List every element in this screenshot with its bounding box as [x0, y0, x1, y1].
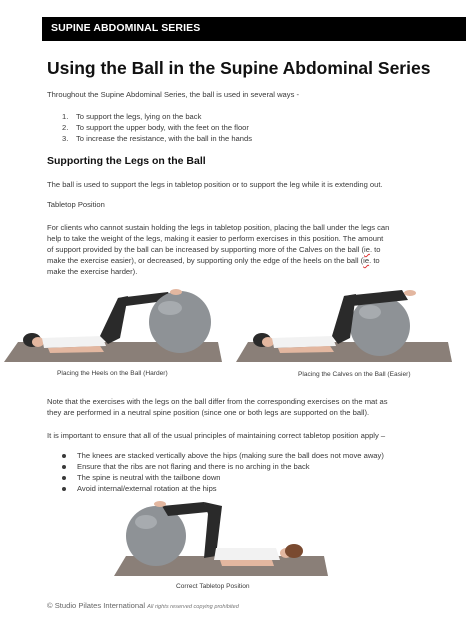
- list-item: 3. To increase the resistance, with the ball in the hands: [62, 134, 253, 143]
- section-paragraph: The ball is used to support the legs in tabletop position or to support the leg while it is extending out.: [47, 180, 383, 189]
- subheading: Tabletop Position: [47, 200, 105, 209]
- rights-text: All rights reserved copying prohibited: [147, 604, 239, 610]
- list-item: The spine is neutral with the tailbone down: [62, 472, 384, 483]
- tabletop-paragraph: For clients who cannot sustain holding the legs in tabletop position, placing the ball under the legs can help to take the weight of the legs, making it easier to perform exercises in this position. The amount of support provided by the ball can be increased by supporting more of the Calves on the ball (ie. to make the exercise easier), or decreased, by supporting only the edge of the heels on the ball (ie. to make the exercise harder).: [47, 223, 390, 276]
- heels-on-ball-photo: [0, 282, 230, 368]
- calves-on-ball-photo: [232, 282, 456, 368]
- correct-tabletop-photo: [112, 492, 336, 580]
- note-paragraph: Note that the exercises with the legs on the ball differ from the corresponding exercises on the mat as they are performed in a neutral spine position (since one or both legs are supported on the ball).: [47, 397, 388, 417]
- principles-intro: It is important to ensure that all of the usual principles of maintaining correct tabletop position apply –: [47, 431, 386, 440]
- copyright-text: © Studio Pilates International: [47, 601, 146, 610]
- intro-text: Throughout the Supine Abdominal Series, the ball is used in several ways -: [47, 90, 300, 99]
- header-bar: [42, 17, 466, 41]
- caption-correct: Correct Tabletop Position: [176, 583, 250, 590]
- section-heading: Supporting the Legs on the Ball: [47, 155, 206, 167]
- caption-calves: Placing the Calves on the Ball (Easier): [298, 371, 411, 378]
- caption-heels: Placing the Heels on the Ball (Harder): [57, 370, 168, 377]
- principles-list: [62, 450, 384, 494]
- footer: [47, 601, 239, 610]
- header-title: SUPINE ABDOMINAL SERIES: [51, 22, 201, 34]
- page-title: Using the Ball in the Supine Abdominal Series: [47, 58, 431, 78]
- list-item: Ensure that the ribs are not flaring and there is no arching in the back: [62, 461, 384, 472]
- list-item: Avoid internal/external rotation at the hips: [62, 483, 384, 494]
- list-item: 1. To support the legs, lying on the back: [62, 112, 202, 121]
- list-item: The knees are stacked vertically above the hips (making sure the ball does not move away): [62, 450, 384, 461]
- list-item: 2. To support the upper body, with the feet on the floor: [62, 123, 249, 132]
- uses-list: [62, 111, 252, 144]
